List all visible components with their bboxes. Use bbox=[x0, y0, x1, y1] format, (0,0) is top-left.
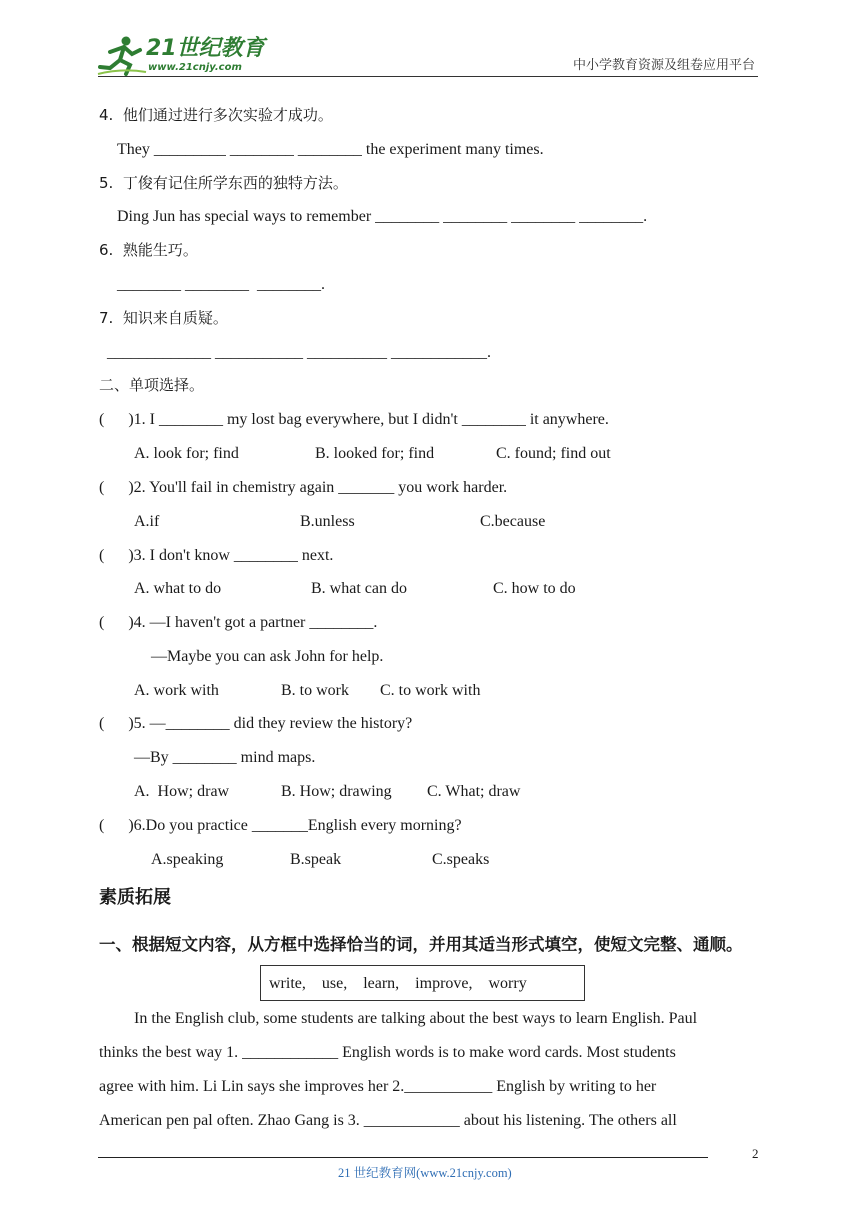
passage-line-4: American pen pal often. Zhao Gang is 3. ____________ about his listening. The others all bbox=[99, 1112, 677, 1129]
mc-4-option-b: B. to work bbox=[281, 682, 349, 699]
runner-logo-icon bbox=[96, 34, 148, 76]
word-box-text: write, use, learn, improve, worry bbox=[269, 975, 527, 992]
mc-4-dialogue: —Maybe you can ask John for help. bbox=[151, 648, 384, 665]
item-7-chinese: 7. 知识来自质疑。 bbox=[99, 309, 228, 327]
item-5-chinese: 5. 丁俊有记住所学东西的独特方法。 bbox=[99, 174, 348, 192]
mc-6-question: ( )6.Do you practice _______English every morning? bbox=[99, 817, 462, 834]
item-6-english: ________ ________ ________. bbox=[117, 276, 325, 293]
mc-3-option-a: A. what to do bbox=[134, 580, 222, 597]
passage-line-1: In the English club, some students are talking about the best ways to learn English. Paul bbox=[134, 1010, 698, 1027]
mc-6-option-c: C.speaks bbox=[432, 851, 490, 868]
mc-6-option-b: B.speak bbox=[290, 851, 342, 868]
footer-divider bbox=[98, 1157, 708, 1158]
mc-5-option-c: C. What; draw bbox=[427, 783, 521, 800]
mc-6-option-a: A.speaking bbox=[151, 851, 224, 868]
passage-line-2: thinks the best way 1. ____________ English words is to make word cards. Most students bbox=[99, 1044, 676, 1061]
mc-4-question: ( )4. —I haven't got a partner ________. bbox=[99, 614, 378, 631]
item-4-chinese: 4. 他们通过进行多次实验才成功。 bbox=[99, 106, 333, 124]
mc-5-dialogue: —By ________ mind maps. bbox=[134, 749, 316, 766]
logo bbox=[96, 34, 266, 76]
mc-section-title: 二、单项选择。 bbox=[99, 376, 205, 394]
item-7-english: _____________ ___________ __________ ____________. bbox=[107, 344, 491, 361]
item-4-english: They _________ ________ ________ the experiment many times. bbox=[117, 141, 544, 158]
mc-3-question: ( )3. I don't know ________ next. bbox=[99, 547, 334, 564]
logo-main-text: 21世纪教育 bbox=[146, 36, 265, 61]
mc-2-option-c: C.because bbox=[480, 513, 546, 530]
logo-url-text: www.21cnjy.com bbox=[148, 62, 242, 73]
extension-section-title: 素质拓展 bbox=[99, 887, 171, 908]
word-box bbox=[260, 965, 585, 1001]
header-divider bbox=[98, 76, 758, 77]
mc-1-option-a: A. look for; find bbox=[134, 445, 239, 462]
item-5-english: Ding Jun has special ways to remember ________ ________ ________ ________. bbox=[117, 208, 648, 225]
mc-1-question: ( )1. I ________ my lost bag everywhere, but I didn't ________ it anywhere. bbox=[99, 411, 609, 428]
mc-2-option-b: B.unless bbox=[300, 513, 355, 530]
mc-5-option-a: A. How; draw bbox=[134, 783, 230, 800]
mc-5-option-b: B. How; drawing bbox=[281, 783, 392, 800]
mc-2-question: ( )2. You'll fail in chemistry again _______ you work harder. bbox=[99, 479, 508, 496]
mc-1-option-c: C. found; find out bbox=[496, 445, 611, 462]
platform-name: 中小学教育资源及组卷应用平台 bbox=[573, 58, 756, 73]
mc-5-question: ( )5. —________ did they review the history? bbox=[99, 715, 413, 732]
mc-4-option-c: C. to work with bbox=[380, 682, 481, 699]
mc-4-option-a: A. work with bbox=[134, 682, 219, 699]
mc-2-option-a: A.if bbox=[134, 513, 160, 530]
passage-line-3: agree with him. Li Lin says she improves her 2.___________ English by writing to her bbox=[99, 1078, 657, 1095]
fill-section-title: 一、根据短文内容，从方框中选择恰当的词，并用其适当形式填空，使短文完整、通顺。 bbox=[99, 935, 743, 954]
mc-3-option-c: C. how to do bbox=[493, 580, 576, 597]
item-6-chinese: 6. 熟能生巧。 bbox=[99, 241, 198, 259]
page-number: 2 bbox=[752, 1146, 759, 1161]
footer-site: 21 世纪教育网(www.21cnjy.com) bbox=[338, 1166, 512, 1180]
mc-1-option-b: B. looked for; find bbox=[315, 445, 435, 462]
mc-3-option-b: B. what can do bbox=[311, 580, 407, 597]
